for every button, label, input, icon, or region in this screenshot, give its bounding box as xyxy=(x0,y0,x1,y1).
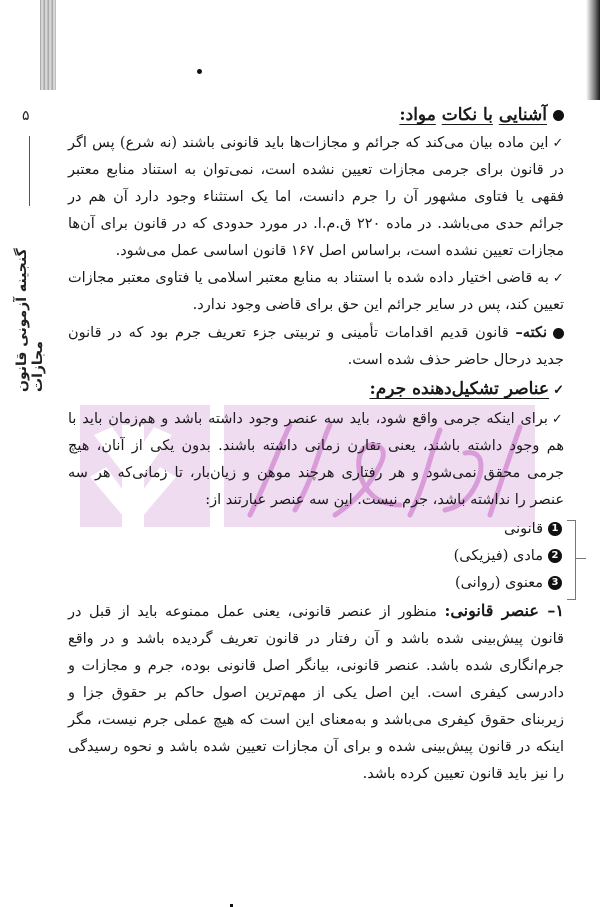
brace-tick xyxy=(576,558,586,559)
brace-icon xyxy=(567,520,576,600)
divider xyxy=(29,136,30,206)
list-item: 2مادی (فیزیکی) xyxy=(68,543,562,570)
number-badge-icon: 1 xyxy=(548,522,562,536)
section-heading-legal: ۱– عنصر قانونی: xyxy=(444,601,565,620)
paragraph: ✓برای اینکه جرمی واقع شود، باید سه عنصر وجود داشته باشد و هم‌زمان باید با هم وجود داشته باشند، یعنی تقارن زمانی داشته باشند. بدون یکی از آنان، هیچ جرمی محقق نمی‌شود و هر رفتاری هرچند موهن و زیان‌بار، تا زمانی‌که هر سه عنصر را نداشته باشد، جرم نیست. این سه عنصر عبارتند از: xyxy=(68,411,564,508)
elements-list xyxy=(68,516,564,597)
note-label: نکته– xyxy=(515,324,547,341)
bullet-icon xyxy=(553,328,564,339)
check-icon: ✓ xyxy=(552,136,564,151)
section-heading-elements: ✓عناصر تشکیل‌دهنده جرم: xyxy=(369,379,564,399)
check-icon: ✓ xyxy=(552,271,564,286)
check-icon: ✓ xyxy=(551,412,564,427)
section-heading-intro: آشنایی با نکات مواد: xyxy=(68,100,564,130)
page-number: ۵ xyxy=(22,108,30,124)
page-content xyxy=(68,100,564,788)
list-item: 1قانونی xyxy=(68,516,562,543)
note-paragraph: نکته– قانون قدیم اقدامات تأمینی و تربیتی جزء تعریف جرم بود که در قانون جدید درحال حاضر حذف شده است. xyxy=(68,324,564,368)
number-badge-icon: 2 xyxy=(548,549,562,563)
running-title: گنجینه آزمونی قانون مجازات xyxy=(14,248,46,392)
running-head xyxy=(14,96,44,396)
paragraph: ✓این ماده بیان می‌کند که جرائم و مجازات‌ها باید قانونی باشند (نه شرع) پس اگر در قانون برای جرمی مجازات تعیین نشده است، نمی‌توان به استناد منابع معتبر فقهی یا فتاوی مشهور آن را جرم دانست، اما یک استثناء وجود دارد آن هم در جرائم حدی می‌باشد. در ماده ۲۲۰ ق.م.ا. در مورد حدودی که در قانون برای آن‌ها مجازات تعیین نشده است، براساس اصل ۱۶۷ قانون اساسی عمل می‌شود. xyxy=(68,135,564,259)
scan-edge-left xyxy=(40,0,56,90)
section-legal-element: ۱– عنصر قانونی: منظور از عنصر قانونی، یعنی عمل ممنوعه باید از قبل در قانون پیش‌بینی شده باشد و آن رفتار در قانون تعریف گردیده باشد و در واقع جرم‌انگاری شده باشد. عنصر قانونی، بیانگر اصل قانونی بوده، جرم و مجازات و دادرسی کیفری است. این اصل یکی از مهم‌ترین اصول حاکم بر حقوق جزا و زیربنای حقوق کیفری می‌باشد و به‌معنای این است که هیچ عملی جرم نیست، مگر اینکه در قانون پیش‌بینی شده و برای آن مجازات تعیین شده باشد و نحوه رسیدگی را نیز باید قانون تعیین کرده باشد. xyxy=(68,601,565,782)
bullet-icon xyxy=(553,110,564,121)
check-icon: ✓ xyxy=(553,383,564,398)
scan-edge-right xyxy=(586,0,600,100)
number-badge-icon: 3 xyxy=(548,576,562,590)
ink-dot xyxy=(197,69,202,74)
paragraph: ✓به قاضی اختیار داده شده با استناد به منابع معتبر اسلامی یا فتاوی معتبر مجازات تعیین کند، پس در سایر جرائم این حق برای قاضی وجود ندارد. xyxy=(68,270,564,313)
list-item: 3معنوی (روانی) xyxy=(68,570,562,597)
